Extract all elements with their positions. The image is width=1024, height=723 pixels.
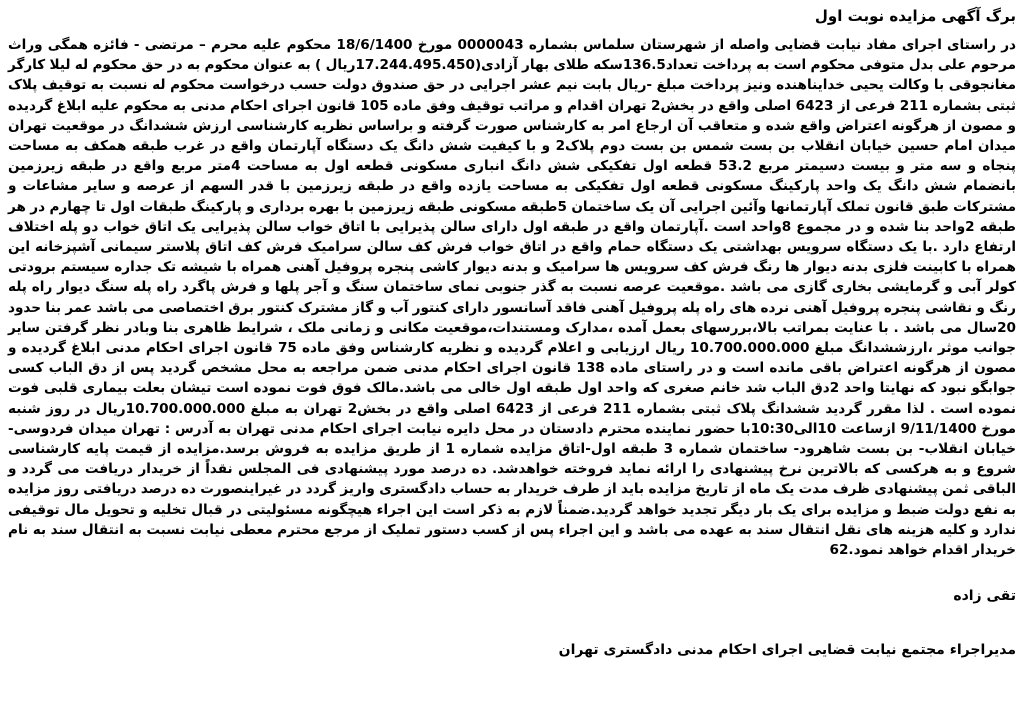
notice-title: برگ آگهی مزایده نوبت اول (814, 7, 1016, 25)
notice-body: در راستای اجرای مفاد نیابت قضایی واصله از شهرستان سلماس بشماره 0000043 مورخ 18/6/1400 محکوم علیه محرم – مرتضی - فائزه همگی وراث مرحوم علی بدل متوفی محکوم است به پرداخت تعداد136.5سکه طلای بهار آزادی(17.244.495.450ریال ) به عنوان محکوم به در حق محکوم له لیلا کارگر مغانجوقی با وکالت یحیی خدایناهنده ونیز پرداخت مبلغ -ریال بابت نیم عشر اجرایی در حق صندوق دولت حسب درخواست محکوم له نسبت به توقیف پلاک ثبتی بشماره 211 فرعی از 6423 اصلی واقع در بخش2 تهران اقدام و مراتب توقیف وفق ماده 105 قانون اجرای احکام مدنی به محکوم علیه ابلاغ گردیده و مصون از هرگونه اعتراض واقع شده و متعاقب آن ارجاع امر به کارشناس صورت گرفته و براساس نظریه کارشناسی ارزش ششدانگ در موقعیت تهران میدان امام حسین خیابان انقلاب بن بست شمس بن بست دوم پلاک2 و با کیفیت شش دانگ یک دستگاه آپارتمان واقع در غرب طبقه همکف به مساحت پنجاه و سه متر و بیست دسیمتر مربع 53.2 قطعه اول تفکیکی شش دانگ انباری مسکونی قطعه اول به مساحت 4متر مربع واقع در طبقه زیرزمین بانضمام شش دانگ یک واحد پارکینگ مسکونی قطعه اول تفکیکی به مساحت یازده واقع در طبقه زیرزمین با قدر السهم از عرصه و سایر مشاعات و مشترکات طبق قانون تملک آپارتمانها وآئین اجرایی آن یک ساختمان 5طبقه مسکونی طبقه زیرزمین با بهره برداری و پارکینگ طبقات اول تا چهارم در هر طبقه 2واحد بنا شده و در مجموع 8واحد است .آپارتمان واقع در طبقه اول دارای سالن پذیرایی با اتاق خواب سالن پذیرایی یک اتاق خواب دو پله اختلاف ارتفاع دارد .با یک دستگاه سرویس بهداشتی یک دستگاه حمام واقع در اتاق خواب فرش کف سالن سرامیک فرش کف اتاق پلاستر سیمانی آشپزخانه این همراه با کابینت فلزی بدنه دیوار ها رنگ فرش کف سرویس ها سرامیک و بدنه دیوار کاشی پنجره پروفیل آهنی همراه با شیشه تک جداره سیستم برودتی کولر آبی و گرمایشی بخاری گازی می باشد .موقعیت عرصه نسبت به گذر جنوبی نمای ساختمان سنگ و آجر پلها و فرش پاگرد راه پله سنگ دیوار راه پله رنگ و نقاشی پنجره پروفیل آهنی نرده های راه پله پروفیل آهنی فاقد آسانسور دارای کنتور آب و گاز مشترک کنتور برق اختصاصی می باشد عمر بنا حدود 20سال می باشد . با عنایت بمراتب بالا،بررسهای بعمل آمده ،مدارک ومستندات،موقعیت مکانی و زمانی ملک ، شرایط ظاهری بنا وبادر نظر گرفتن سایر جوانب موثر ،ارزششدانگ مبلغ 10.700.000.000 ریال ارزیابی و اعلام گردیده و نظریه کارشناس وفق ماده 75 قانون اجرای احکام مدنی ابلاغ گردیده و مصون از هرگونه اعتراض باقی مانده است و در راستای ماده 138 قانون اجرای احکام مدنی ضمن مراجعه به محل مشخص گردید پس از دق الباب کسی جوابگو نبود که نهایتا واحد 2دق الباب شد خانم صغری که واحد اول طبقه اول خالی می باشد.مالک فوق فوت نموده است تیشان بعلت بیماری قلبی فوت نموده است . لذا مقرر گردید ششدانگ پلاک ثبتی بشماره 211 فرعی از 6423 اصلی واقع در بخش2 تهران به مبلغ 10.700.000.000ریال در روز شنبه مورخ 9/11/1400 ازساعت 10الی10:30با حضور نماینده محترم دادستان در محل دایره نیابت اجرای احکام مدنی تهران به آدرس : تهران میدان فردوسی- خیابان انقلاب- بن بست شاهرود- ساختمان شماره 3 طبقه اول-اتاق مزایده شماره 1 از طریق مزایده به فروش برسد.مزایده از قیمت پایه کارشناسی شروع و به هرکسی که بالاترین نرخ پیشنهادی را ارائه نماید فروخته خواهدشد. ده درصد مورد پیشنهادی فی المجلس نقداً از خریدار دریافت می گردد و الباقی ثمن پیشنهادی ظرف مدت یک ماه از تاریخ مزایده باید از طرف خریدار به حساب دادگستری واریز گردد در غیراینصورت ده درصد دریافتی روز مزایده به نفع دولت ضبط و مزایده برای یک بار دیگر تجدید خواهد گردید.ضمناً لازم به ذکر است این اجراء هیچگونه مسئولیتی در قبال تخلیه و تحویل مال توقیفی ندارد و کلیه هزینه های نقل انتقال سند به عهده می باشد و این اجراء پس از کسب دستور تملیک از مرجع محترم معطی نیابت نسبت به انتقال سند به نام خریدار اقدام خواهد نمود.62 (8, 37, 1017, 559)
signer-name: تقی زاده (953, 588, 1016, 605)
signer-title: مدیراجراء مجتمع نیابت قضایی اجرای احکام مدنی دادگستری تهران (558, 642, 1016, 659)
